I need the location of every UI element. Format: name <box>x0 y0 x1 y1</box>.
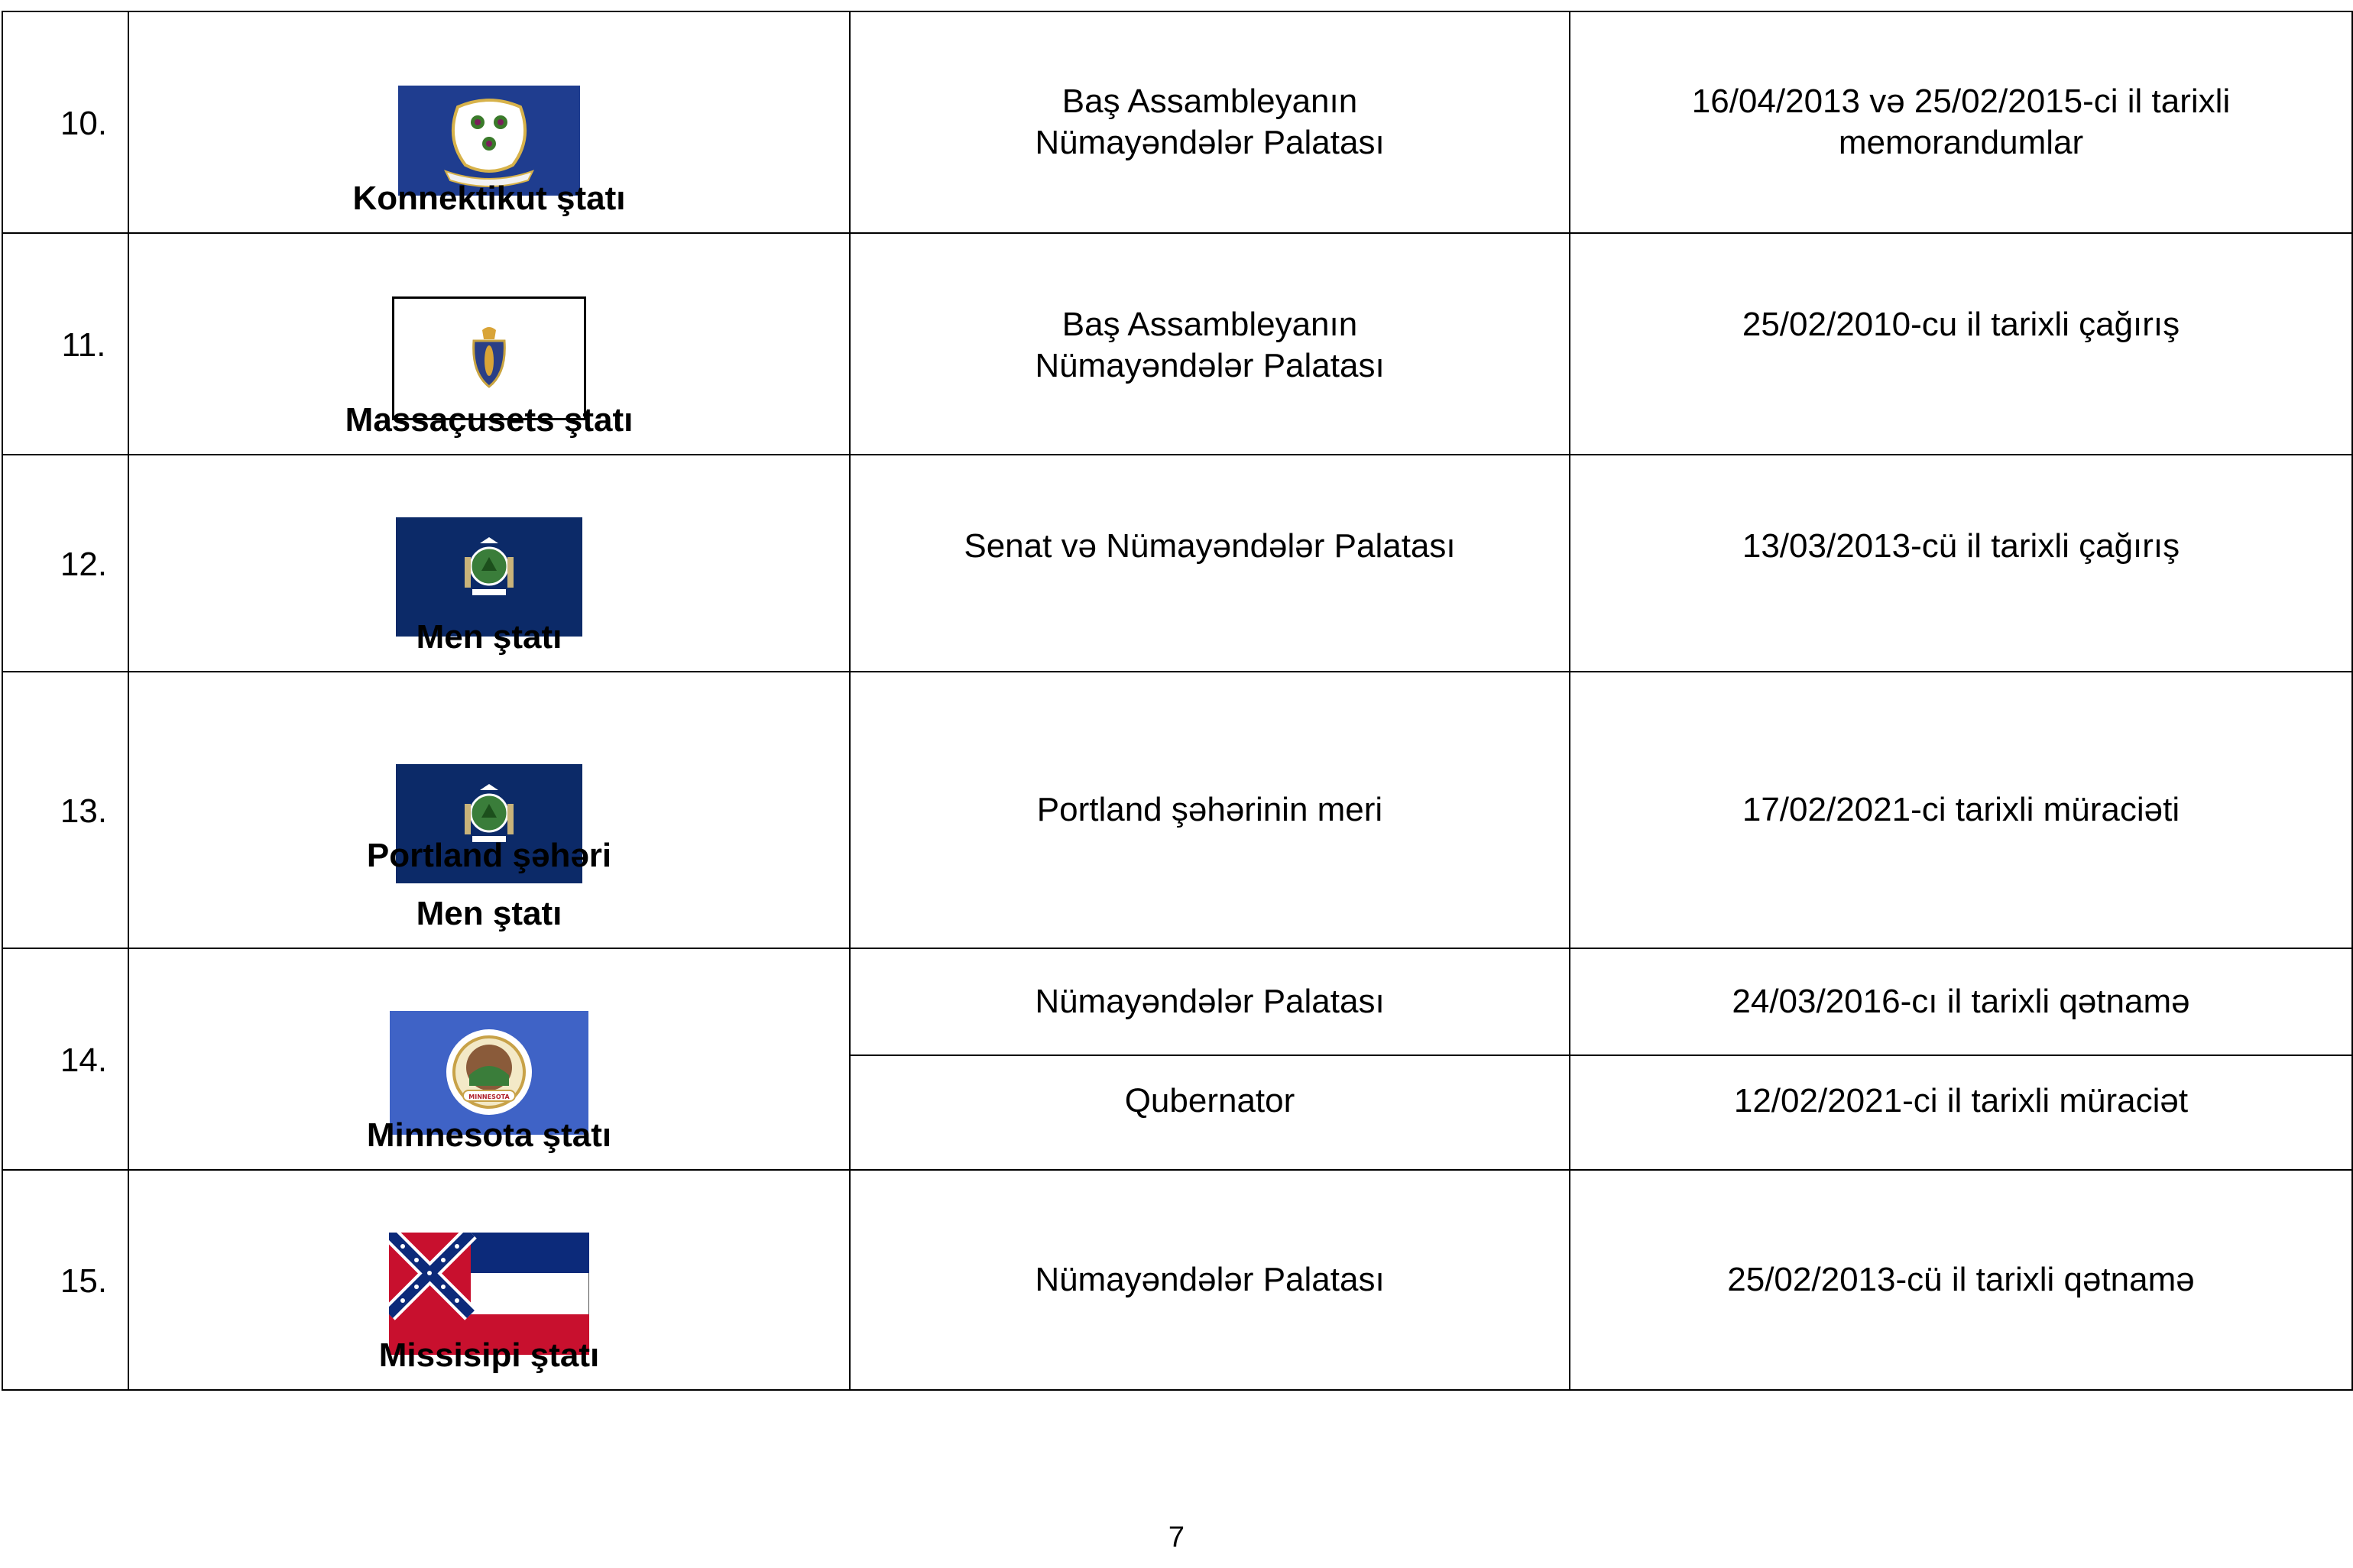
document-cell <box>1570 672 2352 948</box>
state-name: Men ştatı <box>416 618 562 656</box>
state-name: Konnektikut ştatı <box>352 180 626 217</box>
doc-line: 13/03/2013-cü il tarixli çağırış <box>1742 527 2180 565</box>
body-line: Baş Assambleyanın <box>1061 83 1358 120</box>
body-line: Nümayəndələr Palatası <box>1035 347 1385 384</box>
state-name: Minnesota ştatı <box>366 1116 612 1154</box>
body-cell: Qubernator <box>850 1055 1570 1170</box>
state-cell <box>128 672 850 948</box>
body-line: Portland şəhərinin meri <box>1036 791 1383 828</box>
row-number: 15. <box>2 1170 128 1390</box>
document-cell <box>1570 455 2352 672</box>
table-row <box>2 948 2352 1055</box>
body-line: Baş Assambleyanın <box>1061 306 1358 343</box>
doc-line: memorandumlar <box>1838 124 2084 161</box>
states-table <box>2 11 2353 1391</box>
document-cell <box>1570 11 2352 233</box>
state-cell <box>128 11 850 233</box>
state-cell <box>128 233 850 455</box>
city-name: Portland şəhəri <box>366 837 612 874</box>
doc-line: 25/02/2010-cu il tarixli çağırış <box>1742 306 2180 343</box>
doc-line: 17/02/2021-ci tarixli müraciəti <box>1742 791 2180 828</box>
body-line: Nümayəndələr Palatası <box>1035 1261 1385 1298</box>
body-cell <box>850 672 1570 948</box>
body-cell <box>850 455 1570 672</box>
state-cell <box>128 455 850 672</box>
row-number: 14. <box>2 948 128 1170</box>
body-line: Senat və Nümayəndələr Palatası <box>964 527 1456 565</box>
body-cell: Nümayəndələr Palatası <box>850 948 1570 1055</box>
table-row <box>2 233 2352 455</box>
state-cell <box>128 1170 850 1390</box>
row-number: 12. <box>2 455 128 672</box>
row-number: 13. <box>2 672 128 948</box>
body-cell <box>850 11 1570 233</box>
table-row <box>2 1170 2352 1390</box>
table-row <box>2 455 2352 672</box>
page-number: 7 <box>1168 1521 1185 1553</box>
state-cell <box>128 948 850 1170</box>
state-name: Massaçusets ştatı <box>345 401 634 439</box>
doc-line: 25/02/2013-cü il tarixli qətnamə <box>1727 1261 2195 1298</box>
state-name: Men ştatı <box>416 895 562 932</box>
document-cell <box>1570 233 2352 455</box>
document-cell <box>1570 1170 2352 1390</box>
state-name: Missisipi ştatı <box>378 1336 600 1374</box>
body-line: Nümayəndələr Palatası <box>1035 124 1385 161</box>
table-row <box>2 11 2352 233</box>
body-cell <box>850 233 1570 455</box>
seal-text: MINNESOTA <box>468 1093 510 1100</box>
row-number: 11. <box>2 233 128 455</box>
document-cell: 24/03/2016-cı il tarixli qətnamə <box>1570 948 2352 1055</box>
doc-line: 16/04/2013 və 25/02/2015-ci il tarixli <box>1691 83 2231 120</box>
document-cell: 12/02/2021-ci il tarixli müraciət <box>1570 1055 2352 1170</box>
table-row <box>2 672 2352 948</box>
body-cell <box>850 1170 1570 1390</box>
row-number: 10. <box>2 11 128 233</box>
